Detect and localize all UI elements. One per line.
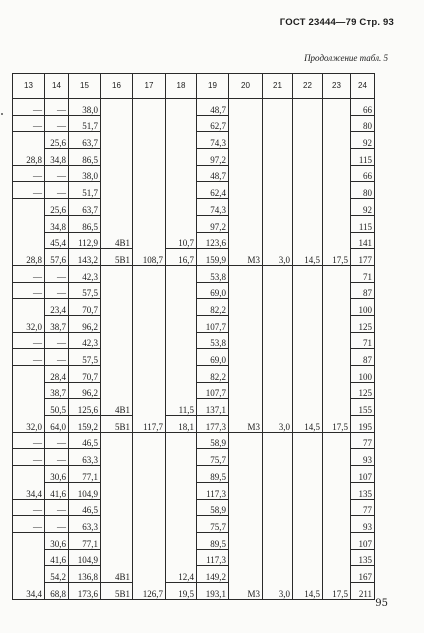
table-cell: 115: [351, 215, 375, 232]
table-cell: 211: [351, 582, 375, 599]
page-number: 95: [375, 598, 388, 609]
table-cell: 63,7: [69, 132, 101, 149]
table-cell: 34,4: [13, 466, 45, 499]
table-cell: —: [45, 265, 69, 282]
table-cell: 53,8: [197, 265, 229, 282]
table-cell: 77,1: [69, 532, 101, 549]
table-cell: М3: [229, 99, 263, 266]
table-cell: —: [13, 332, 45, 349]
table-cell: 66: [351, 99, 375, 116]
table-cell: 87: [351, 282, 375, 299]
table-cell: 75,7: [197, 516, 229, 533]
table-cell: 62,4: [197, 182, 229, 199]
table-cell: 195: [351, 416, 375, 433]
table-cell: 135: [351, 482, 375, 499]
table-cell: 107,7: [197, 315, 229, 332]
column-header: 16: [101, 74, 133, 99]
table-cell: 77,1: [69, 466, 101, 483]
table-cell: 46,5: [69, 499, 101, 516]
table-cell: —: [45, 516, 69, 533]
table-cell: —: [45, 99, 69, 116]
table-cell: —: [13, 182, 45, 199]
table-cell: 54,2: [45, 566, 69, 583]
table-cell: 177: [351, 249, 375, 266]
table-cell: 51,7: [69, 182, 101, 199]
table-cell: 3,0: [263, 265, 293, 432]
table-cell: 58,9: [197, 499, 229, 516]
table-cell: 71: [351, 332, 375, 349]
table-cell: 30,6: [45, 532, 69, 549]
table-cell: 62,7: [197, 115, 229, 132]
table-cell: 117,3: [197, 549, 229, 566]
table-cell: 45,4: [45, 232, 69, 249]
table-cell: 14,5: [293, 99, 323, 266]
table-cell: М3: [229, 432, 263, 599]
table-cell: 70,7: [69, 299, 101, 316]
table-cell: 74,3: [197, 199, 229, 216]
table-cell: 87: [351, 349, 375, 366]
table-cell: 126,7: [133, 432, 166, 599]
table-cell: 117,7: [133, 265, 166, 432]
table-cell: 5В1: [101, 249, 133, 266]
table-cell: —: [13, 449, 45, 466]
table-cell: 135: [351, 549, 375, 566]
table-cell: 77: [351, 499, 375, 516]
table-cell: 125: [351, 382, 375, 399]
table-cell: 125,6: [69, 399, 101, 416]
table-cell: 30,6: [45, 466, 69, 483]
table-cell: 5В1: [101, 582, 133, 599]
column-header: 24: [351, 74, 375, 99]
table-cell: 42,3: [69, 265, 101, 282]
table-cell: —: [13, 282, 45, 299]
table-cell: 42,3: [69, 332, 101, 349]
table-cell: 41,6: [45, 482, 69, 499]
table-cell: 57,6: [45, 249, 69, 266]
table-cell: 70,7: [69, 366, 101, 383]
table-cell: 77: [351, 432, 375, 449]
column-header: 21: [263, 74, 293, 99]
table-cell: 17,5: [323, 265, 351, 432]
table-cell: 104,9: [69, 549, 101, 566]
margin-mark: [1, 113, 3, 115]
table-cell: 159,9: [197, 249, 229, 266]
table-cell: 69,0: [197, 349, 229, 366]
table-cell: —: [45, 432, 69, 449]
table-row: [13, 99, 375, 116]
column-header: 18: [166, 74, 197, 99]
continuation-caption: Продолжение табл. 5: [304, 53, 388, 63]
table-cell: —: [13, 432, 45, 449]
table-cell: 66: [351, 165, 375, 182]
table-cell: 107: [351, 532, 375, 549]
column-header: 14: [45, 74, 69, 99]
table-cell: 92: [351, 199, 375, 216]
table-cell: 57,5: [69, 282, 101, 299]
table-cell: 137,1: [197, 399, 229, 416]
table-cell: 89,5: [197, 466, 229, 483]
table-cell: 93: [351, 516, 375, 533]
table-cell: —: [45, 182, 69, 199]
table-cell: 64,0: [45, 416, 69, 433]
table-cell: 34,4: [13, 532, 45, 599]
table-cell: 3,0: [263, 432, 293, 599]
table-cell: 28,8: [13, 199, 45, 266]
column-header: 20: [229, 74, 263, 99]
table-row: [13, 265, 375, 282]
table-cell: 51,7: [69, 115, 101, 132]
table-cell: 34,8: [45, 149, 69, 166]
table-cell: 69,0: [197, 282, 229, 299]
table-cell: 53,8: [197, 332, 229, 349]
table-cell: 19,5: [166, 582, 197, 599]
table-cell: 5В1: [101, 416, 133, 433]
table-cell: 17,5: [323, 99, 351, 266]
table-cell: 141: [351, 232, 375, 249]
table-cell: 75,7: [197, 449, 229, 466]
table-cell: —: [45, 282, 69, 299]
table-cell: —: [45, 349, 69, 366]
table-cell: 48,7: [197, 165, 229, 182]
table-cell: —: [45, 499, 69, 516]
table-cell: 14,5: [293, 265, 323, 432]
table-cell: 38,0: [69, 165, 101, 182]
table-cell: 100: [351, 366, 375, 383]
table-cell: 68,8: [45, 582, 69, 599]
doc-reference: ГОСТ 23444—79 Стр. 93: [279, 17, 394, 28]
table-cell: 97,2: [197, 215, 229, 232]
table-cell: 107,7: [197, 382, 229, 399]
table-cell: 63,3: [69, 449, 101, 466]
table-cell: 41,6: [45, 549, 69, 566]
table-cell: 18,1: [166, 416, 197, 433]
table-cell: 38,7: [45, 382, 69, 399]
table-cell: 57,5: [69, 349, 101, 366]
table-cell: 80: [351, 115, 375, 132]
table-cell: 4В1: [101, 99, 133, 249]
table-cell: —: [13, 99, 45, 116]
table-cell: 104,9: [69, 482, 101, 499]
table-cell: —: [45, 449, 69, 466]
table-cell: 4В1: [101, 265, 133, 415]
column-header: 19: [197, 74, 229, 99]
header-row: [13, 74, 375, 99]
table-cell: 125: [351, 315, 375, 332]
table-cell: 32,0: [13, 299, 45, 332]
table-cell: 117,3: [197, 482, 229, 499]
table-cell: 80: [351, 182, 375, 199]
table-cell: 3,0: [263, 99, 293, 266]
table-cell: —: [13, 349, 45, 366]
table-cell: 16,7: [166, 249, 197, 266]
table-cell: 93: [351, 449, 375, 466]
table-cell: 38,7: [45, 315, 69, 332]
table-cell: 177,3: [197, 416, 229, 433]
table-cell: 86,5: [69, 149, 101, 166]
table-cell: 123,6: [197, 232, 229, 249]
table-cell: 4В1: [101, 432, 133, 582]
table-cell: 82,2: [197, 366, 229, 383]
table-cell: 74,3: [197, 132, 229, 149]
table-cell: 28,4: [45, 366, 69, 383]
table-cell: —: [13, 115, 45, 132]
column-header: 15: [69, 74, 101, 99]
table-cell: —: [13, 499, 45, 516]
column-header: 23: [323, 74, 351, 99]
table-cell: 25,6: [45, 199, 69, 216]
table-cell: 38,0: [69, 99, 101, 116]
table-row: [13, 432, 375, 449]
table-cell: 107: [351, 466, 375, 483]
table-cell: 46,5: [69, 432, 101, 449]
table-body: [13, 99, 375, 600]
data-table: [12, 73, 375, 600]
table-cell: —: [13, 265, 45, 282]
table-cell: 97,2: [197, 149, 229, 166]
table-cell: —: [45, 332, 69, 349]
table-cell: 96,2: [69, 382, 101, 399]
column-header: 13: [13, 74, 45, 99]
table-cell: 149,2: [197, 566, 229, 583]
table-cell: 17,5: [323, 432, 351, 599]
column-header: 22: [293, 74, 323, 99]
table-cell: 12,4: [166, 432, 197, 582]
table-cell: 23,4: [45, 299, 69, 316]
table-cell: 115: [351, 149, 375, 166]
table-cell: 112,9: [69, 232, 101, 249]
table-cell: 28,8: [13, 132, 45, 165]
table-cell: 11,5: [166, 265, 197, 415]
table-cell: 96,2: [69, 315, 101, 332]
table-cell: М3: [229, 265, 263, 432]
table-cell: 167: [351, 566, 375, 583]
table-cell: 71: [351, 265, 375, 282]
table-cell: 193,1: [197, 582, 229, 599]
table-cell: —: [45, 165, 69, 182]
table-cell: 34,8: [45, 215, 69, 232]
table-cell: —: [45, 115, 69, 132]
table-cell: 63,7: [69, 199, 101, 216]
table-cell: 143,2: [69, 249, 101, 266]
table-cell: 86,5: [69, 215, 101, 232]
table-cell: 108,7: [133, 99, 166, 266]
table-cell: 173,6: [69, 582, 101, 599]
table-cell: 32,0: [13, 366, 45, 433]
table-cell: 48,7: [197, 99, 229, 116]
table-cell: 58,9: [197, 432, 229, 449]
table-cell: —: [13, 165, 45, 182]
table-cell: 50,5: [45, 399, 69, 416]
table-cell: 136,8: [69, 566, 101, 583]
table-cell: —: [13, 516, 45, 533]
table-cell: 100: [351, 299, 375, 316]
table-cell: 155: [351, 399, 375, 416]
table-cell: 89,5: [197, 532, 229, 549]
table-cell: 159,2: [69, 416, 101, 433]
table-cell: 82,2: [197, 299, 229, 316]
table-cell: 14,5: [293, 432, 323, 599]
table-cell: 63,3: [69, 516, 101, 533]
table-cell: 10,7: [166, 99, 197, 249]
table-cell: 92: [351, 132, 375, 149]
column-header: 17: [133, 74, 166, 99]
table-cell: 25,6: [45, 132, 69, 149]
